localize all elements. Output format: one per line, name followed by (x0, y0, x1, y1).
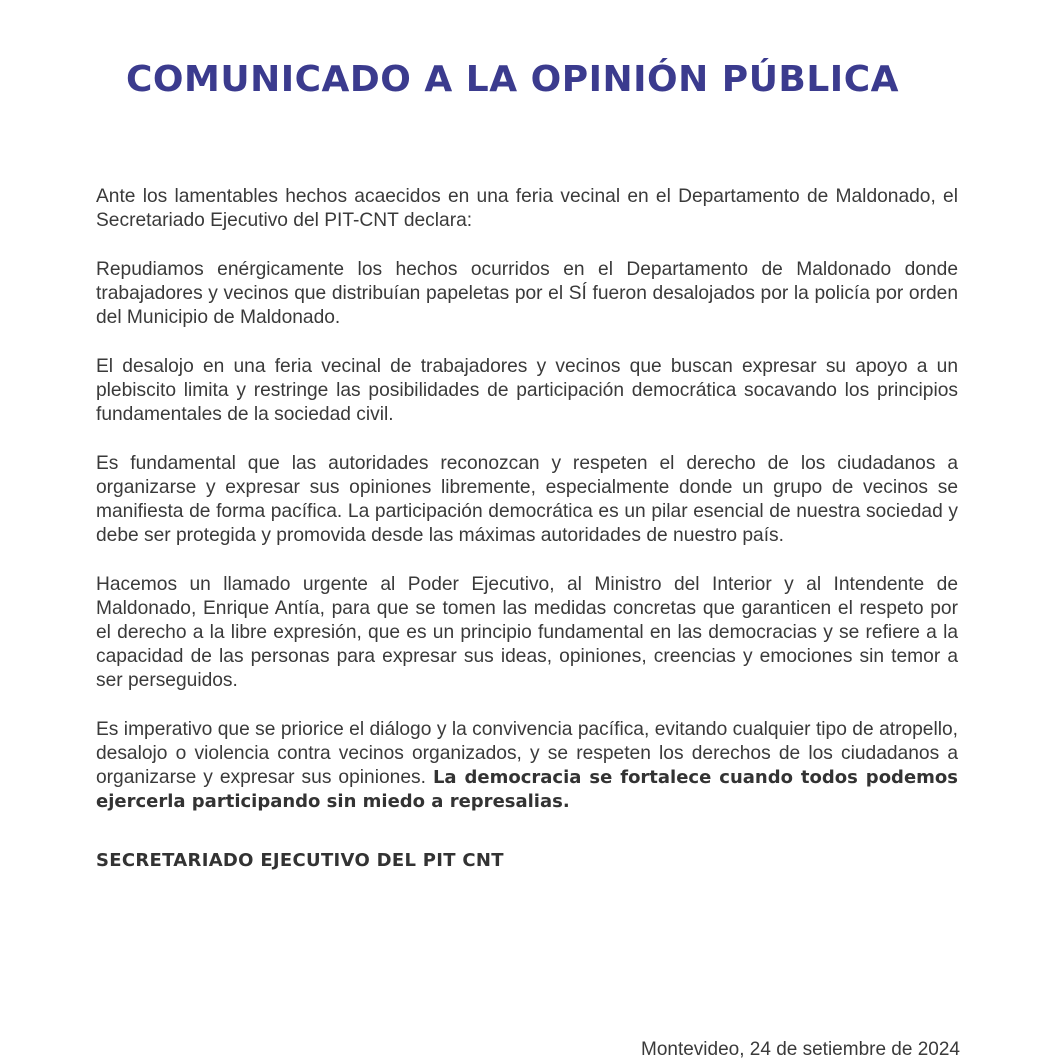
closing-emphasis: La democracia se fortalece cuando todos podemos ejercerla participando sin miedo a represalias. (96, 767, 958, 812)
paragraph-closing (96, 718, 958, 814)
document-body (96, 185, 958, 873)
signature: SECRETARIADO EJECUTIVO DEL PIT CNT (96, 850, 504, 871)
paragraph-desalojo: El desalojo en una feria vecinal de trabajadores y vecinos que buscan expresar su apoyo a un plebiscito limita y restringe las posibilidades de participación democrática socavando los principios fundamentales de la sociedad civil. (96, 356, 958, 425)
dateline: Montevideo, 24 de setiembre de 2024 (641, 1039, 960, 1060)
paragraph-derechos: Es fundamental que las autoridades reconozcan y respeten el derecho de los ciudadanos a organizarse y expresar sus opiniones libremente, especialmente donde un grupo de vecinos se manifiesta de forma pacífica. La participación democrática es un pilar esencial de nuestra sociedad y debe ser protegida y promovida desde las máximas autoridades de nuestro país. (96, 453, 958, 546)
paragraph-repudio: Repudiamos enérgicamente los hechos ocurridos en el Departamento de Maldonado donde trabajadores y vecinos que distribuían papeletas por el SÍ fueron desalojados por la policía por orden del Municipio de Maldonado. (96, 259, 958, 328)
paragraph-llamado: Hacemos un llamado urgente al Poder Ejecutivo, al Ministro del Interior y al Intendente de Maldonado, Enrique Antía, para que se tomen las medidas concretas que garanticen el respeto por el derecho a la libre expresión, que es un principio fundamental en las democracias y se refiere a la capacidad de las personas para expresar sus ideas, opiniones, creencias y emociones sin temor a ser perseguidos. (96, 574, 958, 691)
document-title: COMUNICADO A LA OPINIÓN PÚBLICA (126, 59, 899, 100)
paragraph-intro: Ante los lamentables hechos acaecidos en una feria vecinal en el Departamento de Maldonado, el Secretariado Ejecutivo del PIT-CNT declara: (96, 186, 958, 231)
closing-text: Es imperativo que se priorice el diálogo y la convivencia pacífica, evitando cualquier tipo de atropello, desalojo o violencia contra vecinos organizados, y se respeten los derechos de los ciudadanos a organizarse y expresar sus opiniones. (96, 719, 958, 788)
